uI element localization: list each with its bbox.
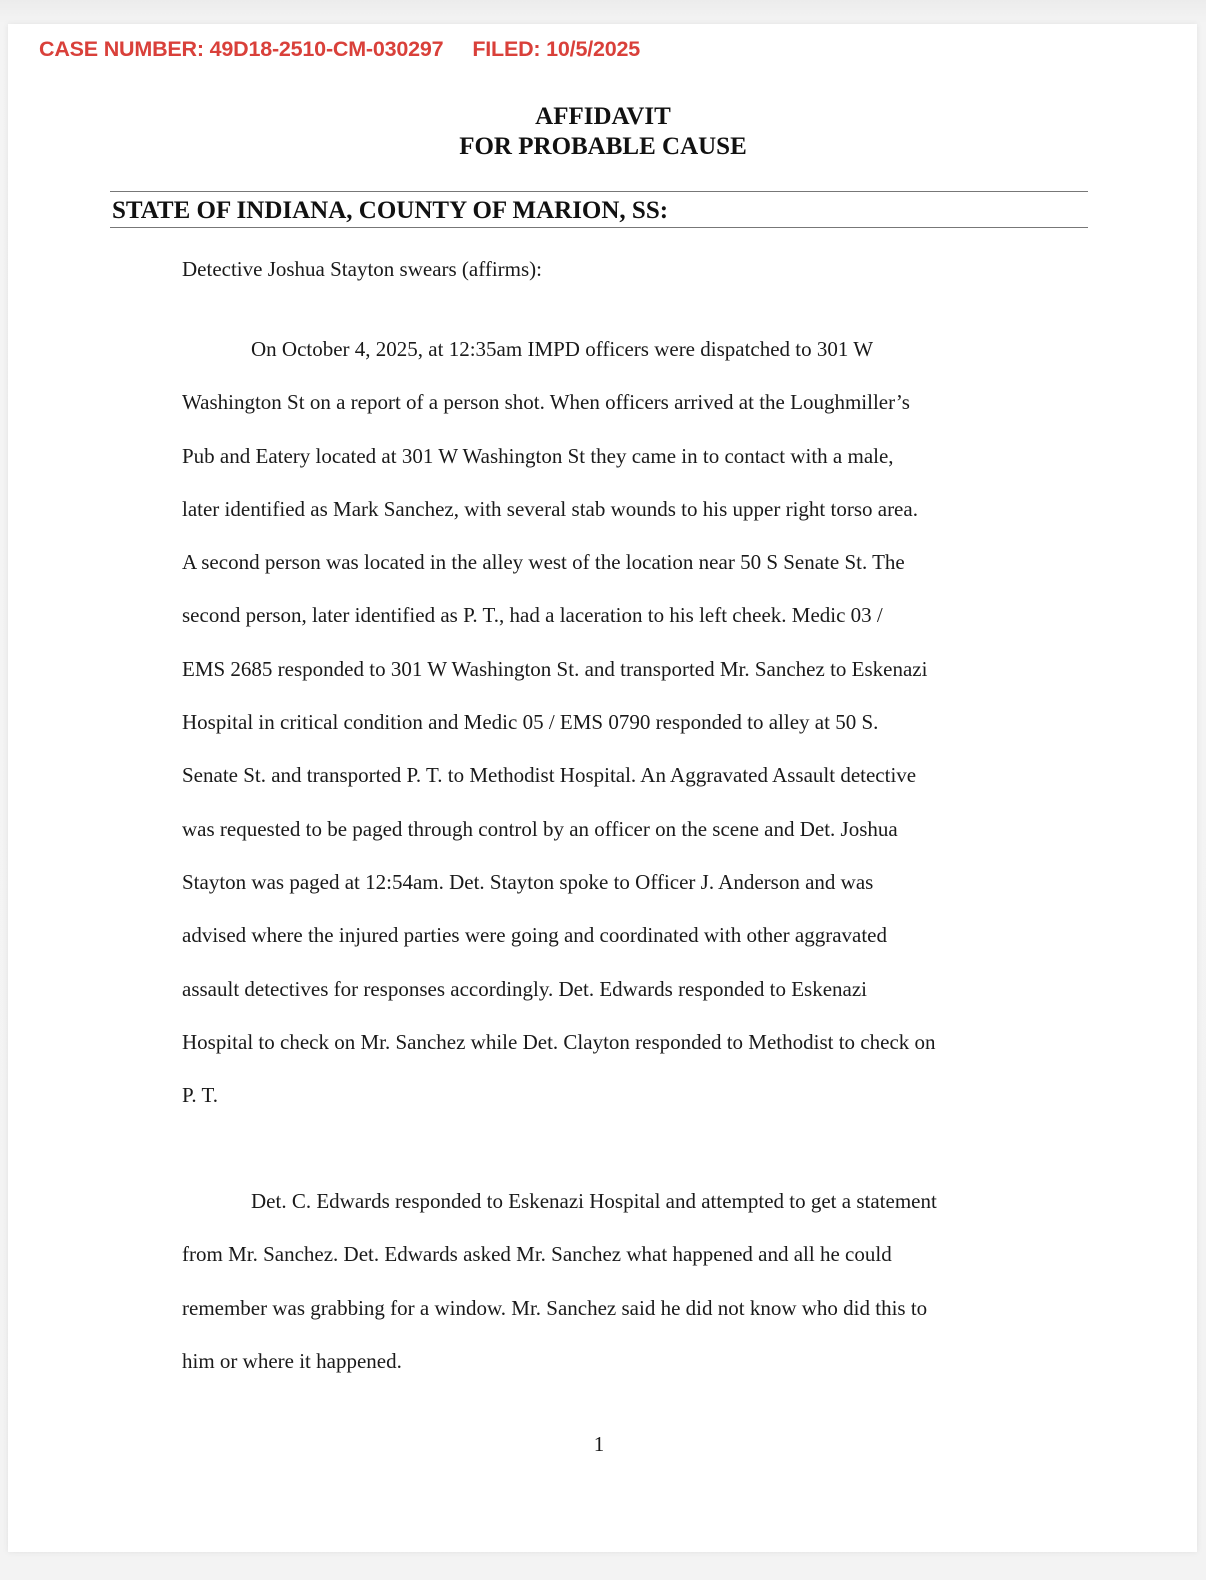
venue-rule-bottom — [110, 227, 1088, 228]
paragraph-statement — [182, 1188, 937, 1401]
paragraph-line: Pub and Eatery located at 301 W Washington St they came in to contact with a male, — [182, 443, 894, 468]
paragraph-line: Senate St. and transported P. T. to Methodist Hospital. An Aggravated Assault detective — [182, 763, 917, 788]
paragraph-line: assault detectives for responses accordingly. Det. Edwards responded to Eskenazi — [182, 976, 868, 1001]
paragraph-line: On October 4, 2025, at 12:35am IMPD officers were dispatched to 301 W — [251, 337, 874, 361]
filing-stamp — [39, 37, 640, 62]
paragraph-line: Stayton was paged at 12:54am. Det. Stayton spoke to Officer J. Anderson and was — [182, 869, 874, 894]
paragraph-line: EMS 2685 responded to 301 W Washington St. and transported Mr. Sanchez to Eskenazi — [182, 656, 928, 681]
filed-date: FILED: 10/5/2025 — [472, 37, 641, 61]
page-number: 1 — [593, 1432, 605, 1456]
affiant-intro: Detective Joshua Stayton swears (affirms): — [182, 257, 543, 281]
paragraph-line: remember was grabbing for a window. Mr. Sanchez said he did not know who did this to — [182, 1295, 928, 1320]
paragraph-line: from Mr. Sanchez. Det. Edwards asked Mr. Sanchez what happened and all he could — [182, 1242, 892, 1267]
paragraph-line: Hospital in critical condition and Medic 05 / EMS 0790 responded to alley at 50 S. — [182, 710, 879, 735]
paragraph-line: was requested to be paged through control by an officer on the scene and Det. Joshua — [182, 816, 898, 841]
paragraph-line: P. T. — [182, 1083, 218, 1108]
venue-heading: STATE OF INDIANA, COUNTY OF MARION, SS: — [112, 197, 669, 224]
case-number: CASE NUMBER: 49D18-2510-CM-030297 — [39, 37, 444, 61]
paragraph-line: advised where the injured parties were going and coordinated with other aggravated — [182, 923, 887, 948]
paragraph-line: him or where it happened. — [182, 1348, 402, 1373]
paragraph-line: A second person was located in the alley west of the location near 50 S Senate St. The — [182, 550, 905, 575]
paragraph-line: Washington St on a report of a person shot. When officers arrived at the Loughmiller’s — [182, 390, 910, 415]
paragraph-incident — [182, 336, 936, 1135]
venue-rule-top — [110, 191, 1088, 192]
paragraph-line: Hospital to check on Mr. Sanchez while Det. Clayton responded to Methodist to check on — [182, 1029, 936, 1054]
paragraph-line: later identified as Mark Sanchez, with several stab wounds to his upper right torso area. — [182, 496, 918, 521]
paragraph-line: Det. C. Edwards responded to Eskenazi Hospital and attempted to get a statement — [251, 1189, 937, 1213]
document-title: AFFIDAVIT — [535, 103, 671, 130]
document-subtitle: FOR PROBABLE CAUSE — [459, 133, 747, 160]
paragraph-line: second person, later identified as P. T., had a laceration to his left cheek. Medic 03 / — [182, 603, 883, 628]
